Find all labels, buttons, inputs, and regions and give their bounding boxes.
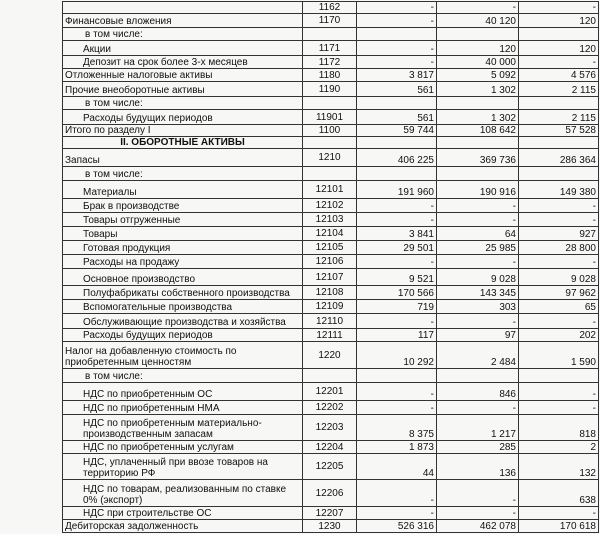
row-value-period-3 <box>519 369 599 383</box>
row-code-cell: 1210 <box>303 149 357 167</box>
row-name-cell: Расходы будущих периодов <box>63 110 303 125</box>
row-code-cell: 12201 <box>303 383 357 401</box>
row-value-period-1: - <box>357 2 437 14</box>
row-value-period-2 <box>437 97 519 110</box>
row-code-cell: 1170 <box>303 14 357 28</box>
row-value-period-1 <box>357 137 437 149</box>
row-value-period-1: 117 <box>357 329 437 342</box>
row-value-period-3: 2 <box>519 441 599 454</box>
row-name-cell: Прочие внеоборотные активы <box>63 82 303 97</box>
row-value-period-1: - <box>357 255 437 269</box>
row-value-period-1: 9 521 <box>357 269 437 286</box>
row-name-cell: Расходы на продажу <box>63 255 303 269</box>
row-value-period-3: - <box>519 56 599 69</box>
row-value-period-3: 818 <box>519 415 599 441</box>
table-row <box>63 149 599 167</box>
row-value-period-1: 191 960 <box>357 181 437 199</box>
row-value-period-3: 120 <box>519 41 599 56</box>
row-value-period-1: 406 225 <box>357 149 437 167</box>
row-code-cell: 12205 <box>303 454 357 480</box>
row-value-period-2: - <box>437 480 519 507</box>
row-code-cell <box>303 97 357 110</box>
row-value-period-3 <box>519 137 599 149</box>
row-value-period-1 <box>357 97 437 110</box>
row-value-period-2: 97 <box>437 329 519 342</box>
table-row <box>63 241 599 255</box>
row-code-cell: 12101 <box>303 181 357 199</box>
row-value-period-3: - <box>519 507 599 520</box>
table-row <box>63 110 599 125</box>
row-value-period-2: 285 <box>437 441 519 454</box>
table-row <box>63 329 599 342</box>
row-value-period-3: - <box>519 383 599 401</box>
table-row <box>63 369 599 383</box>
row-value-period-1: - <box>357 213 437 227</box>
row-value-period-1: - <box>357 199 437 213</box>
row-value-period-2: 303 <box>437 300 519 314</box>
row-name-cell: Готовая продукция <box>63 241 303 255</box>
row-value-period-3: 9 028 <box>519 269 599 286</box>
row-value-period-3: - <box>519 199 599 213</box>
row-value-period-2: 462 078 <box>437 520 519 533</box>
table-row <box>63 401 599 415</box>
row-code-cell <box>303 167 357 181</box>
row-value-period-1 <box>357 369 437 383</box>
row-code-cell <box>303 369 357 383</box>
row-name-cell <box>63 2 303 14</box>
row-value-period-3: 97 962 <box>519 286 599 300</box>
table-row <box>63 167 599 181</box>
row-code-cell: 12203 <box>303 415 357 441</box>
row-value-period-1: 170 566 <box>357 286 437 300</box>
row-name-cell: НДС при строительстве ОС <box>63 507 303 520</box>
row-value-period-1: - <box>357 41 437 56</box>
row-value-period-2 <box>437 167 519 181</box>
row-value-period-2: 9 028 <box>437 269 519 286</box>
row-value-period-3: 65 <box>519 300 599 314</box>
table-row <box>63 125 599 137</box>
row-value-period-3: - <box>519 314 599 329</box>
row-value-period-2 <box>437 137 519 149</box>
row-value-period-3: 2 115 <box>519 110 599 125</box>
row-value-period-2 <box>437 28 519 41</box>
row-name-cell: НДС по приобретенным НМА <box>63 401 303 415</box>
row-value-period-1: 44 <box>357 454 437 480</box>
row-value-period-2: 1 302 <box>437 82 519 97</box>
row-value-period-3: 4 576 <box>519 69 599 82</box>
row-value-period-1: - <box>357 401 437 415</box>
row-value-period-1: 59 744 <box>357 125 437 137</box>
table-row <box>63 28 599 41</box>
row-value-period-1: - <box>357 14 437 28</box>
row-value-period-1 <box>357 28 437 41</box>
table-row <box>63 454 599 480</box>
table-row <box>63 269 599 286</box>
row-value-period-1: 561 <box>357 82 437 97</box>
row-name-cell: Товары отгруженные <box>63 213 303 227</box>
row-value-period-2: - <box>437 255 519 269</box>
row-value-period-1: 3 817 <box>357 69 437 82</box>
row-value-period-1: 8 375 <box>357 415 437 441</box>
row-name-cell: Обслуживающие производства и хозяйства <box>63 314 303 329</box>
row-value-period-2: 143 345 <box>437 286 519 300</box>
row-value-period-1: - <box>357 507 437 520</box>
table-row <box>63 286 599 300</box>
table-row <box>63 480 599 507</box>
row-value-period-2: 64 <box>437 227 519 241</box>
table-row <box>63 227 599 241</box>
row-value-period-2: 136 <box>437 454 519 480</box>
row-value-period-1: 3 841 <box>357 227 437 241</box>
table-row <box>63 314 599 329</box>
row-value-period-1: 29 501 <box>357 241 437 255</box>
table-row <box>63 300 599 314</box>
row-value-period-3: - <box>519 401 599 415</box>
row-value-period-2 <box>437 369 519 383</box>
row-code-cell: 12207 <box>303 507 357 520</box>
row-value-period-2: - <box>437 314 519 329</box>
table-row <box>63 213 599 227</box>
row-name-cell: НДС, уплаченный при ввозе товаров на территорию РФ <box>63 454 303 480</box>
row-value-period-1: 526 316 <box>357 520 437 533</box>
row-code-cell: 1180 <box>303 69 357 82</box>
row-code-cell: 12105 <box>303 241 357 255</box>
row-value-period-3: 28 800 <box>519 241 599 255</box>
row-name-cell: НДС по приобретенным материально-производственным запасам <box>63 415 303 441</box>
row-code-cell: 1162 <box>303 2 357 14</box>
row-value-period-1: 10 292 <box>357 342 437 369</box>
row-value-period-3: 57 528 <box>519 125 599 137</box>
row-value-period-2: 108 642 <box>437 125 519 137</box>
row-value-period-2: 25 985 <box>437 241 519 255</box>
row-code-cell: 12202 <box>303 401 357 415</box>
row-value-period-2: 2 484 <box>437 342 519 369</box>
row-name-cell: Брак в производстве <box>63 199 303 213</box>
row-code-cell: 1100 <box>303 125 357 137</box>
row-value-period-2: 846 <box>437 383 519 401</box>
row-value-period-3: 927 <box>519 227 599 241</box>
row-value-period-3: 120 <box>519 14 599 28</box>
row-value-period-2: 1 217 <box>437 415 519 441</box>
balance-sheet-table <box>62 1 599 533</box>
row-name-cell: II. ОБОРОТНЫЕ АКТИВЫ <box>63 137 303 149</box>
row-value-period-2: 369 736 <box>437 149 519 167</box>
row-value-period-1: - <box>357 480 437 507</box>
row-name-cell: Финансовые вложения <box>63 14 303 28</box>
row-code-cell: 12107 <box>303 269 357 286</box>
row-value-period-3: 202 <box>519 329 599 342</box>
row-code-cell: 12109 <box>303 300 357 314</box>
row-code-cell: 12110 <box>303 314 357 329</box>
row-name-cell: Налог на добавленную стоимость по приобретенным ценностям <box>63 342 303 369</box>
row-value-period-3: 149 380 <box>519 181 599 199</box>
row-value-period-3: - <box>519 255 599 269</box>
row-name-cell: в том числе: <box>63 369 303 383</box>
row-value-period-2: 190 916 <box>437 181 519 199</box>
row-value-period-1 <box>357 167 437 181</box>
row-name-cell: Запасы <box>63 149 303 167</box>
row-value-period-1: - <box>357 383 437 401</box>
row-name-cell: НДС по товарам, реализованным по ставке 0% (экспорт) <box>63 480 303 507</box>
row-value-period-2: - <box>437 199 519 213</box>
row-code-cell: 11901 <box>303 110 357 125</box>
table-row <box>63 520 599 533</box>
row-value-period-3 <box>519 167 599 181</box>
row-value-period-2: 40 000 <box>437 56 519 69</box>
table-row <box>63 69 599 82</box>
row-name-cell: НДС по приобретенным ОС <box>63 383 303 401</box>
row-code-cell: 12206 <box>303 480 357 507</box>
row-code-cell: 1190 <box>303 82 357 97</box>
row-name-cell: Расходы будущих периодов <box>63 329 303 342</box>
table-row <box>63 137 599 149</box>
row-name-cell: Полуфабрикаты собственного производства <box>63 286 303 300</box>
row-name-cell: НДС по приобретенным услугам <box>63 441 303 454</box>
row-value-period-3: - <box>519 2 599 14</box>
row-value-period-3: - <box>519 213 599 227</box>
table-row <box>63 342 599 369</box>
row-name-cell: Итого по разделу I <box>63 125 303 137</box>
row-value-period-3: 132 <box>519 454 599 480</box>
row-code-cell: 12108 <box>303 286 357 300</box>
row-value-period-3 <box>519 97 599 110</box>
table-row <box>63 199 599 213</box>
row-value-period-1: - <box>357 314 437 329</box>
row-value-period-3: 170 618 <box>519 520 599 533</box>
row-value-period-1: - <box>357 56 437 69</box>
table-row <box>63 41 599 56</box>
row-value-period-3: 1 590 <box>519 342 599 369</box>
row-name-cell: Вспомогательные производства <box>63 300 303 314</box>
table-row <box>63 97 599 110</box>
table-row <box>63 14 599 28</box>
row-value-period-1: 561 <box>357 110 437 125</box>
table-row <box>63 2 599 14</box>
row-name-cell: Основное производство <box>63 269 303 286</box>
row-code-cell: 12111 <box>303 329 357 342</box>
table-row <box>63 383 599 401</box>
row-name-cell: Товары <box>63 227 303 241</box>
row-value-period-1: 719 <box>357 300 437 314</box>
row-value-period-3: 2 115 <box>519 82 599 97</box>
row-value-period-3: 286 364 <box>519 149 599 167</box>
row-name-cell: в том числе: <box>63 28 303 41</box>
table-row <box>63 507 599 520</box>
row-code-cell: 1220 <box>303 342 357 369</box>
row-name-cell: Дебиторская задолженность <box>63 520 303 533</box>
row-value-period-2: 40 120 <box>437 14 519 28</box>
row-value-period-2: - <box>437 2 519 14</box>
row-code-cell: 12103 <box>303 213 357 227</box>
table-body <box>63 2 599 533</box>
table-row <box>63 82 599 97</box>
row-value-period-2: - <box>437 213 519 227</box>
table-row <box>63 441 599 454</box>
row-name-cell: Акции <box>63 41 303 56</box>
row-value-period-3 <box>519 28 599 41</box>
row-value-period-2: 5 092 <box>437 69 519 82</box>
row-value-period-2: - <box>437 401 519 415</box>
row-code-cell: 12204 <box>303 441 357 454</box>
row-value-period-1: 1 873 <box>357 441 437 454</box>
row-name-cell: Депозит на срок более 3-х месяцев <box>63 56 303 69</box>
table-row <box>63 255 599 269</box>
row-value-period-2: 120 <box>437 41 519 56</box>
row-code-cell <box>303 137 357 149</box>
row-name-cell: в том числе: <box>63 167 303 181</box>
row-value-period-2: 1 302 <box>437 110 519 125</box>
row-code-cell: 1171 <box>303 41 357 56</box>
row-name-cell: Материалы <box>63 181 303 199</box>
row-code-cell: 12106 <box>303 255 357 269</box>
row-value-period-3: 638 <box>519 480 599 507</box>
table-row <box>63 415 599 441</box>
row-code-cell: 1230 <box>303 520 357 533</box>
row-code-cell <box>303 28 357 41</box>
row-name-cell: в том числе: <box>63 97 303 110</box>
table-row <box>63 56 599 69</box>
row-code-cell: 12102 <box>303 199 357 213</box>
table-row <box>63 181 599 199</box>
row-code-cell: 12104 <box>303 227 357 241</box>
row-value-period-2: - <box>437 507 519 520</box>
row-code-cell: 1172 <box>303 56 357 69</box>
row-name-cell: Отложенные налоговые активы <box>63 69 303 82</box>
